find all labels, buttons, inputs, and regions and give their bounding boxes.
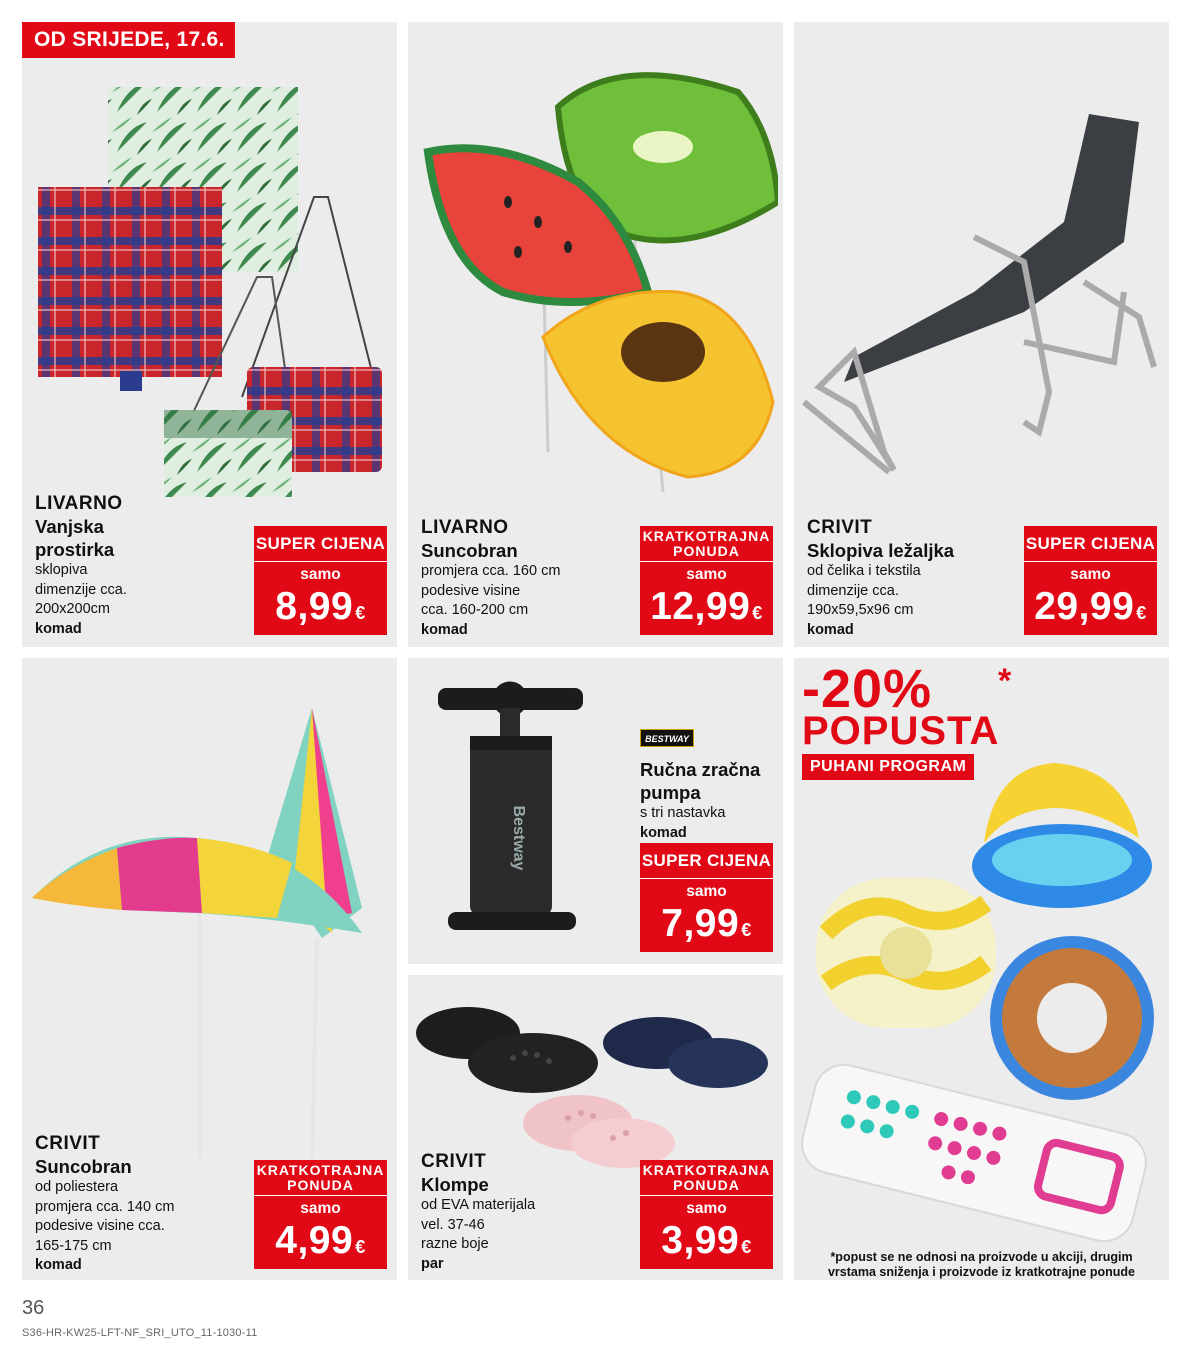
price-prefix: samo	[686, 883, 727, 900]
price-tag: SUPER CIJENA	[254, 526, 387, 562]
inflatables-image	[794, 748, 1169, 1248]
product-desc: sklopiva	[35, 562, 88, 578]
product-desc: od poliestera	[35, 1179, 119, 1195]
product-card-pump[interactable]	[408, 658, 783, 964]
price-prefix: samo	[1070, 566, 1111, 583]
product-desc: 200x200cm	[35, 601, 110, 617]
price-value: 3,99 €	[661, 1219, 752, 1262]
price-box	[640, 843, 773, 952]
price-tag: KRATKOTRAJNA PONUDA	[640, 526, 773, 562]
product-unit: komad	[35, 1257, 82, 1273]
product-card-beach-umbrella[interactable]	[22, 658, 397, 1280]
brand-name: LIVARNO	[421, 517, 509, 538]
product-desc: podesive visine	[421, 582, 521, 599]
currency-symbol: €	[355, 1237, 366, 1257]
product-info	[640, 758, 760, 843]
date-banner: OD SRIJEDE, 17.6.	[22, 22, 235, 58]
price-value: 12,99 €	[650, 585, 763, 628]
product-desc: dimenzije cca.	[35, 581, 127, 598]
product-desc: s tri nastavka	[640, 805, 726, 821]
product-title: Suncobran	[35, 1156, 132, 1177]
price-tag: KRATKOTRAJNA PONUDA	[640, 1160, 773, 1196]
page-number: 36	[22, 1297, 45, 1319]
price-box	[254, 526, 387, 635]
bestway-logo: BESTWAY	[640, 729, 694, 747]
price-prefix: samo	[686, 566, 727, 583]
price-prefix: samo	[686, 1200, 727, 1217]
product-card-clogs[interactable]	[408, 975, 783, 1280]
document-code: S36-HR-KW25-LFT-NF_SRI_UTO_11-1030-11	[22, 1327, 258, 1339]
product-title: Vanjska	[35, 516, 104, 537]
price-value: 4,99 €	[275, 1219, 366, 1262]
promo-card-inflatables[interactable]	[794, 658, 1169, 1280]
product-title: Ručna zračna	[640, 759, 761, 780]
product-title: Sklopiva ležaljka	[807, 540, 955, 561]
beach-umbrella-image	[22, 698, 397, 1158]
pump-image	[428, 668, 598, 958]
product-unit: par	[421, 1255, 444, 1272]
price-tag: SUPER CIJENA	[640, 843, 773, 879]
product-info	[35, 492, 127, 639]
product-desc: promjera cca. 140 cm	[35, 1198, 175, 1215]
product-unit: komad	[807, 621, 854, 638]
price-prefix: samo	[300, 566, 341, 583]
product-unit: komad	[35, 620, 82, 637]
price-box	[640, 526, 773, 635]
product-info	[807, 516, 954, 640]
umbrella-image	[418, 52, 778, 492]
product-info	[421, 1150, 535, 1274]
currency-symbol: €	[741, 1237, 752, 1257]
product-desc: cca. 160-200 cm	[421, 602, 529, 618]
brand-name: LIVARNO	[35, 493, 123, 514]
discount-program: PUHANI PROGRAM	[802, 754, 974, 780]
currency-symbol: €	[1136, 603, 1147, 623]
price-value: 29,99 €	[1034, 585, 1147, 628]
pump-label: Bestway	[510, 805, 527, 871]
product-desc: podesive visine cca.	[35, 1218, 165, 1234]
brand-name: CRIVIT	[421, 1151, 487, 1172]
discount-note: *popust se ne odnosi na proizvode u akciji, drugim vrstama sniženja i proizvode iz kratkotrajne ponude	[827, 1250, 1136, 1279]
product-desc: dimenzije cca.	[807, 582, 899, 599]
lounger-image	[794, 102, 1169, 492]
clogs-image	[413, 983, 778, 1168]
product-card-umbrella[interactable]	[408, 22, 783, 647]
discount-word: POPUSTA	[802, 709, 1000, 753]
discount-percent: -20%	[802, 659, 933, 719]
product-desc: vel. 37-46	[421, 1216, 485, 1233]
product-unit: komad	[421, 621, 468, 638]
price-box	[1024, 526, 1157, 635]
price-value: 7,99 €	[661, 902, 752, 945]
product-card-blanket[interactable]	[22, 22, 397, 647]
product-title: pumpa	[640, 782, 701, 803]
price-box	[254, 1160, 387, 1269]
currency-symbol: €	[752, 603, 763, 623]
product-desc: od čelika i tekstila	[807, 563, 921, 579]
currency-symbol: €	[355, 603, 366, 623]
product-info	[35, 1132, 174, 1276]
product-title: Suncobran	[421, 540, 518, 561]
product-card-lounger[interactable]	[794, 22, 1169, 647]
product-title: Klompe	[421, 1174, 489, 1195]
brand-name: CRIVIT	[807, 517, 873, 538]
blanket-image	[32, 77, 392, 497]
product-desc: 165-175 cm	[35, 1237, 112, 1254]
price-value: 8,99 €	[275, 585, 366, 628]
product-desc: od EVA materijala	[421, 1197, 536, 1213]
price-prefix: samo	[300, 1200, 341, 1217]
discount-asterisk: *	[998, 662, 1012, 700]
product-desc: 190x59,5x96 cm	[807, 602, 914, 618]
product-info	[421, 516, 560, 640]
product-desc: promjera cca. 160 cm	[421, 563, 561, 579]
product-title: prostirka	[35, 539, 115, 560]
price-box	[640, 1160, 773, 1269]
currency-symbol: €	[741, 920, 752, 940]
brand-name: CRIVIT	[35, 1133, 101, 1154]
price-tag: SUPER CIJENA	[1024, 526, 1157, 562]
product-unit: komad	[640, 824, 687, 841]
discount-block	[802, 659, 1012, 780]
price-tag: KRATKOTRAJNA PONUDA	[254, 1160, 387, 1196]
product-desc: razne boje	[421, 1236, 489, 1252]
